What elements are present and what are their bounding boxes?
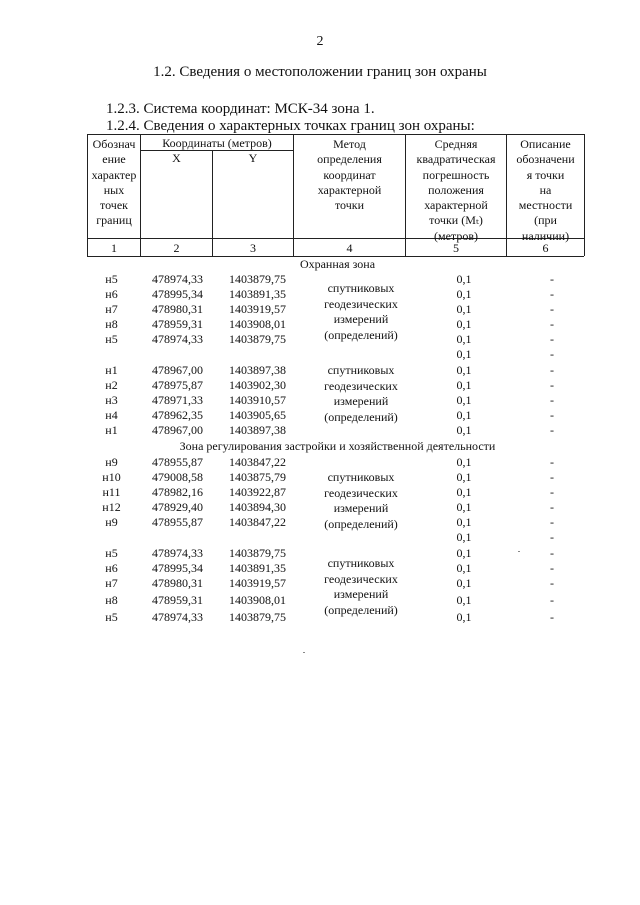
coord-x: 478980,31 <box>152 576 203 590</box>
zone-title: Охранная зона <box>299 257 376 271</box>
point-id: н7 <box>105 576 118 590</box>
error-value: 0,1 <box>456 500 472 514</box>
description-value: - <box>550 485 554 499</box>
header-description: Описание обозначени я точки на местности (при наличии) <box>516 137 575 243</box>
error-value: 0,1 <box>456 455 472 469</box>
point-id: н2 <box>105 378 118 392</box>
point-id: н5 <box>105 546 118 560</box>
coord-y: 1403908,01 <box>229 317 286 331</box>
zone-title: Зона регулирования застройки и хозяйственной деятельности <box>179 439 496 453</box>
error-value: 0,1 <box>456 393 472 407</box>
error-value: 0,1 <box>456 546 472 560</box>
coord-y: 1403910,57 <box>229 393 286 407</box>
coord-y: 1403919,57 <box>229 302 286 316</box>
description-value: - <box>550 378 554 392</box>
error-value: 0,1 <box>456 423 472 437</box>
section-heading: 1.2. Сведения о местоположении границ зон охраны <box>153 64 487 80</box>
coord-x: 478962,35 <box>152 408 203 422</box>
coord-x: 478971,33 <box>152 393 203 407</box>
point-id: н11 <box>102 485 121 499</box>
coord-y: 1403875,79 <box>229 470 286 484</box>
point-id: н5 <box>105 332 118 346</box>
description-value: - <box>550 423 554 437</box>
header-x: X <box>172 151 181 165</box>
coord-x: 478967,00 <box>152 423 203 437</box>
error-value: 0,1 <box>456 378 472 392</box>
error-value: 0,1 <box>456 347 472 361</box>
point-id: н6 <box>105 287 118 301</box>
coordinate-system-line: 1.2.3. Система координат: МСК-34 зона 1. <box>106 101 375 117</box>
description-value: - <box>550 363 554 377</box>
coord-y: 1403922,87 <box>229 485 286 499</box>
coord-x: 478974,33 <box>152 332 203 346</box>
coord-x: 478967,00 <box>152 363 203 377</box>
error-value: 0,1 <box>456 317 472 331</box>
coord-x: 478974,33 <box>152 272 203 286</box>
point-id: н9 <box>105 515 118 529</box>
header-error: Средняя квадратическая погрешность положения характерной точки (Mₜ) (метров) <box>416 137 496 243</box>
coord-y: 1403879,75 <box>229 610 286 624</box>
point-id: н7 <box>105 302 118 316</box>
method-cell: спутниковых геодезических измерений (определений) <box>324 363 398 424</box>
column-number-6: 6 <box>542 241 549 255</box>
error-value: 0,1 <box>456 302 472 316</box>
error-value: 0,1 <box>456 610 472 624</box>
page-number: 2 <box>316 34 324 49</box>
coord-x: 478955,87 <box>152 515 203 529</box>
column-number-4: 4 <box>346 241 353 255</box>
description-value: - <box>550 455 554 469</box>
point-id: н10 <box>102 470 121 484</box>
coord-x: 478959,31 <box>152 593 203 607</box>
description-value: - <box>550 515 554 529</box>
error-value: 0,1 <box>456 332 472 346</box>
col-border-right <box>584 134 585 256</box>
coord-y: 1403908,01 <box>229 593 286 607</box>
description-value: - <box>550 530 554 544</box>
method-cell: спутниковых геодезических измерений (определений) <box>324 556 398 617</box>
description-value: - <box>550 302 554 316</box>
description-value: - <box>550 470 554 484</box>
coord-y: 1403879,75 <box>229 546 286 560</box>
description-value: - <box>550 546 554 560</box>
error-value: 0,1 <box>456 272 472 286</box>
description-value: - <box>550 576 554 590</box>
description-value: - <box>550 500 554 514</box>
header-top-border <box>87 134 584 135</box>
coord-x: 479008,58 <box>152 470 203 484</box>
coord-y: 1403905,65 <box>229 408 286 422</box>
scan-speck <box>303 652 305 653</box>
coord-y: 1403894,30 <box>229 500 286 514</box>
coord-y: 1403897,38 <box>229 423 286 437</box>
point-id: н5 <box>105 610 118 624</box>
error-value: 0,1 <box>456 593 472 607</box>
description-value: - <box>550 561 554 575</box>
error-value: 0,1 <box>456 576 472 590</box>
coord-y: 1403919,57 <box>229 576 286 590</box>
point-id: н8 <box>105 317 118 331</box>
method-cell: спутниковых геодезических измерений (определений) <box>324 470 398 531</box>
header-coordinates: Координаты (метров) <box>162 136 272 150</box>
point-id: н5 <box>105 272 118 286</box>
coord-x: 478974,33 <box>152 546 203 560</box>
header-method: Метод определения координат характерной точки <box>317 137 382 213</box>
coord-x: 478975,87 <box>152 378 203 392</box>
header-y: Y <box>248 151 258 165</box>
error-value: 0,1 <box>456 408 472 422</box>
coord-y: 1403879,75 <box>229 332 286 346</box>
error-value: 0,1 <box>456 485 472 499</box>
error-value: 0,1 <box>456 363 472 377</box>
column-number-3: 3 <box>250 241 256 255</box>
description-value: - <box>550 347 554 361</box>
point-id: н8 <box>105 593 118 607</box>
description-value: - <box>550 610 554 624</box>
error-value: 0,1 <box>456 515 472 529</box>
coord-x: 478980,31 <box>152 302 203 316</box>
point-id: н4 <box>105 408 118 422</box>
coord-y: 1403902,30 <box>229 378 286 392</box>
error-value: 0,1 <box>456 287 472 301</box>
coord-x: 478959,31 <box>152 317 203 331</box>
description-value: - <box>550 287 554 301</box>
description-value: - <box>550 272 554 286</box>
coord-y: 1403847,22 <box>229 515 286 529</box>
coord-y: 1403891,35 <box>229 287 286 301</box>
coord-y: 1403897,38 <box>229 363 286 377</box>
coord-x: 478974,33 <box>152 610 203 624</box>
point-id: н9 <box>105 455 118 469</box>
point-id: н1 <box>105 363 118 377</box>
point-id: н3 <box>105 393 118 407</box>
header-point: Обознач ение характер ных точек границ <box>91 137 137 228</box>
error-value: 0,1 <box>456 561 472 575</box>
coord-y: 1403847,22 <box>229 455 286 469</box>
description-value: - <box>550 408 554 422</box>
coord-x: 478995,34 <box>152 287 203 301</box>
coord-x: 478982,16 <box>152 485 203 499</box>
boundary-points-intro: 1.2.4. Сведения о характерных точках границ зон охраны: <box>106 118 475 134</box>
description-value: - <box>550 332 554 346</box>
description-value: - <box>550 393 554 407</box>
method-cell: спутниковых геодезических измерений (определений) <box>324 281 398 342</box>
error-value: 0,1 <box>456 530 472 544</box>
point-id: н1 <box>105 423 118 437</box>
error-value: 0,1 <box>456 470 472 484</box>
column-number-1: 1 <box>111 241 117 255</box>
column-number-2: 2 <box>173 241 180 255</box>
coord-y: 1403891,35 <box>229 561 286 575</box>
point-id: н6 <box>105 561 118 575</box>
coord-x: 478929,40 <box>152 500 203 514</box>
description-value: - <box>550 317 554 331</box>
description-value: - <box>550 593 554 607</box>
coord-y: 1403879,75 <box>229 272 286 286</box>
point-id: н12 <box>102 500 121 514</box>
column-number-5: 5 <box>453 241 459 255</box>
coord-x: 478955,87 <box>152 455 203 469</box>
coord-x: 478995,34 <box>152 561 203 575</box>
scan-speck <box>518 551 520 552</box>
